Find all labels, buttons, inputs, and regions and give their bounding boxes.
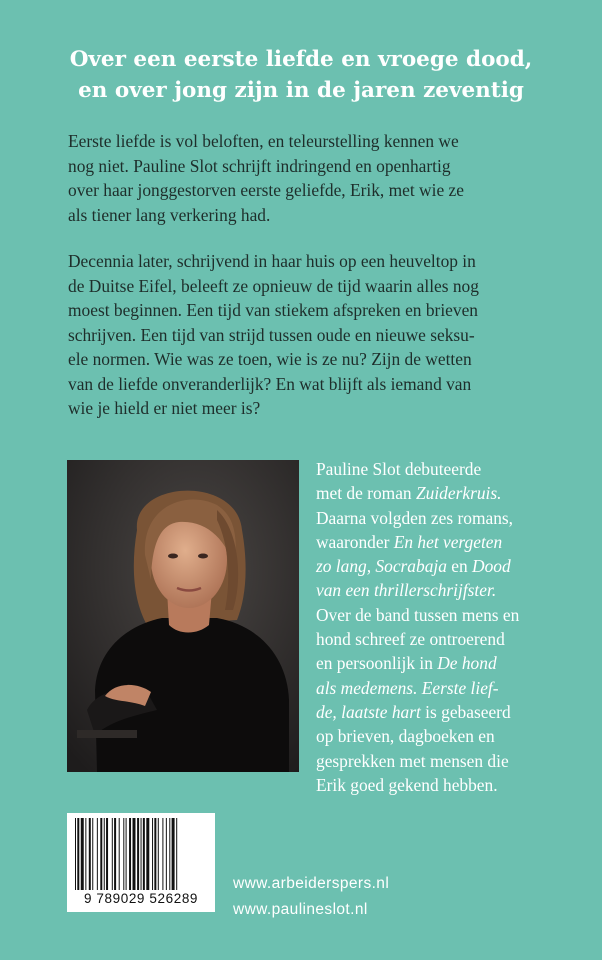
text-line: Eerste liefde is vol beloften, en teleurstelling kennen we: [68, 131, 459, 151]
blurb-paragraph-2: [68, 249, 538, 421]
blurb-paragraph-1: [68, 129, 538, 227]
text-line: de Duitse Eifel, beleeft ze opnieuw de tijd waarin alles nog: [68, 275, 479, 296]
text-line: van de liefde onveranderlijk? En wat blijft als iemand van: [68, 373, 472, 394]
bio-line: gesprekken met mensen die: [316, 750, 509, 771]
isbn-number: 9 789029 526289: [83, 891, 199, 906]
text-line: over haar jonggestorven eerste geliefde, Erik, met wie ze: [68, 180, 464, 200]
bio-line: op brieven, dagboeken en: [316, 726, 495, 747]
text-line: moest beginnen. Een tijd van stiekem afspreken en brieven: [68, 300, 478, 320]
bio-line: Erik goed gekend hebben.: [316, 774, 498, 795]
bio-line: van een thrillerschrijfster.: [316, 580, 497, 601]
text-line: nog niet. Pauline Slot schrijft indringend en openhartig: [68, 155, 451, 176]
text-line: schrijven. Een tijd van strijd tussen oude en nieuwe seksu-: [68, 324, 475, 345]
bio-line: waaronder En het vergeten: [316, 531, 503, 552]
author-photo: [67, 460, 299, 772]
barcode-bars: [73, 818, 209, 890]
website-links: [233, 871, 389, 923]
bio-line: zo lang, Socrabaja en Dood: [316, 556, 511, 577]
bio-line: Over de band tussen mens en: [316, 604, 520, 625]
headline-line-1: Over een eerste liefde en vroege dood,: [69, 47, 533, 72]
author-bio: [316, 457, 546, 797]
bio-line: en persoonlijk in De hond: [316, 653, 497, 674]
text-line: wie je hield er niet meer is?: [68, 398, 261, 418]
bio-line: met de roman Zuiderkruis.: [316, 483, 502, 504]
back-cover-headline: [0, 44, 602, 106]
text-line: Decennia later, schrijvend in haar huis op een heuveltop in: [68, 251, 476, 271]
bio-line: als medemens. Eerste lief-: [316, 677, 499, 698]
publisher-url[interactable]: www.arbeiderspers.nl: [233, 875, 390, 892]
isbn-barcode: [67, 813, 215, 912]
author-url[interactable]: www.paulineslot.nl: [233, 901, 368, 918]
headline-line-2: en over jong zijn in de jaren zeventig: [78, 78, 524, 103]
bio-line: de, laatste hart is gebaseerd: [316, 701, 511, 722]
bio-line: hond schreef ze ontroerend: [316, 629, 505, 650]
text-line: als tiener lang verkering had.: [68, 204, 271, 225]
bio-line: Daarna volgden zes romans,: [316, 507, 514, 528]
bio-line: Pauline Slot debuteerde: [316, 459, 482, 479]
text-line: ele normen. Wie was ze toen, wie is ze nu? Zijn de wetten: [68, 349, 472, 369]
